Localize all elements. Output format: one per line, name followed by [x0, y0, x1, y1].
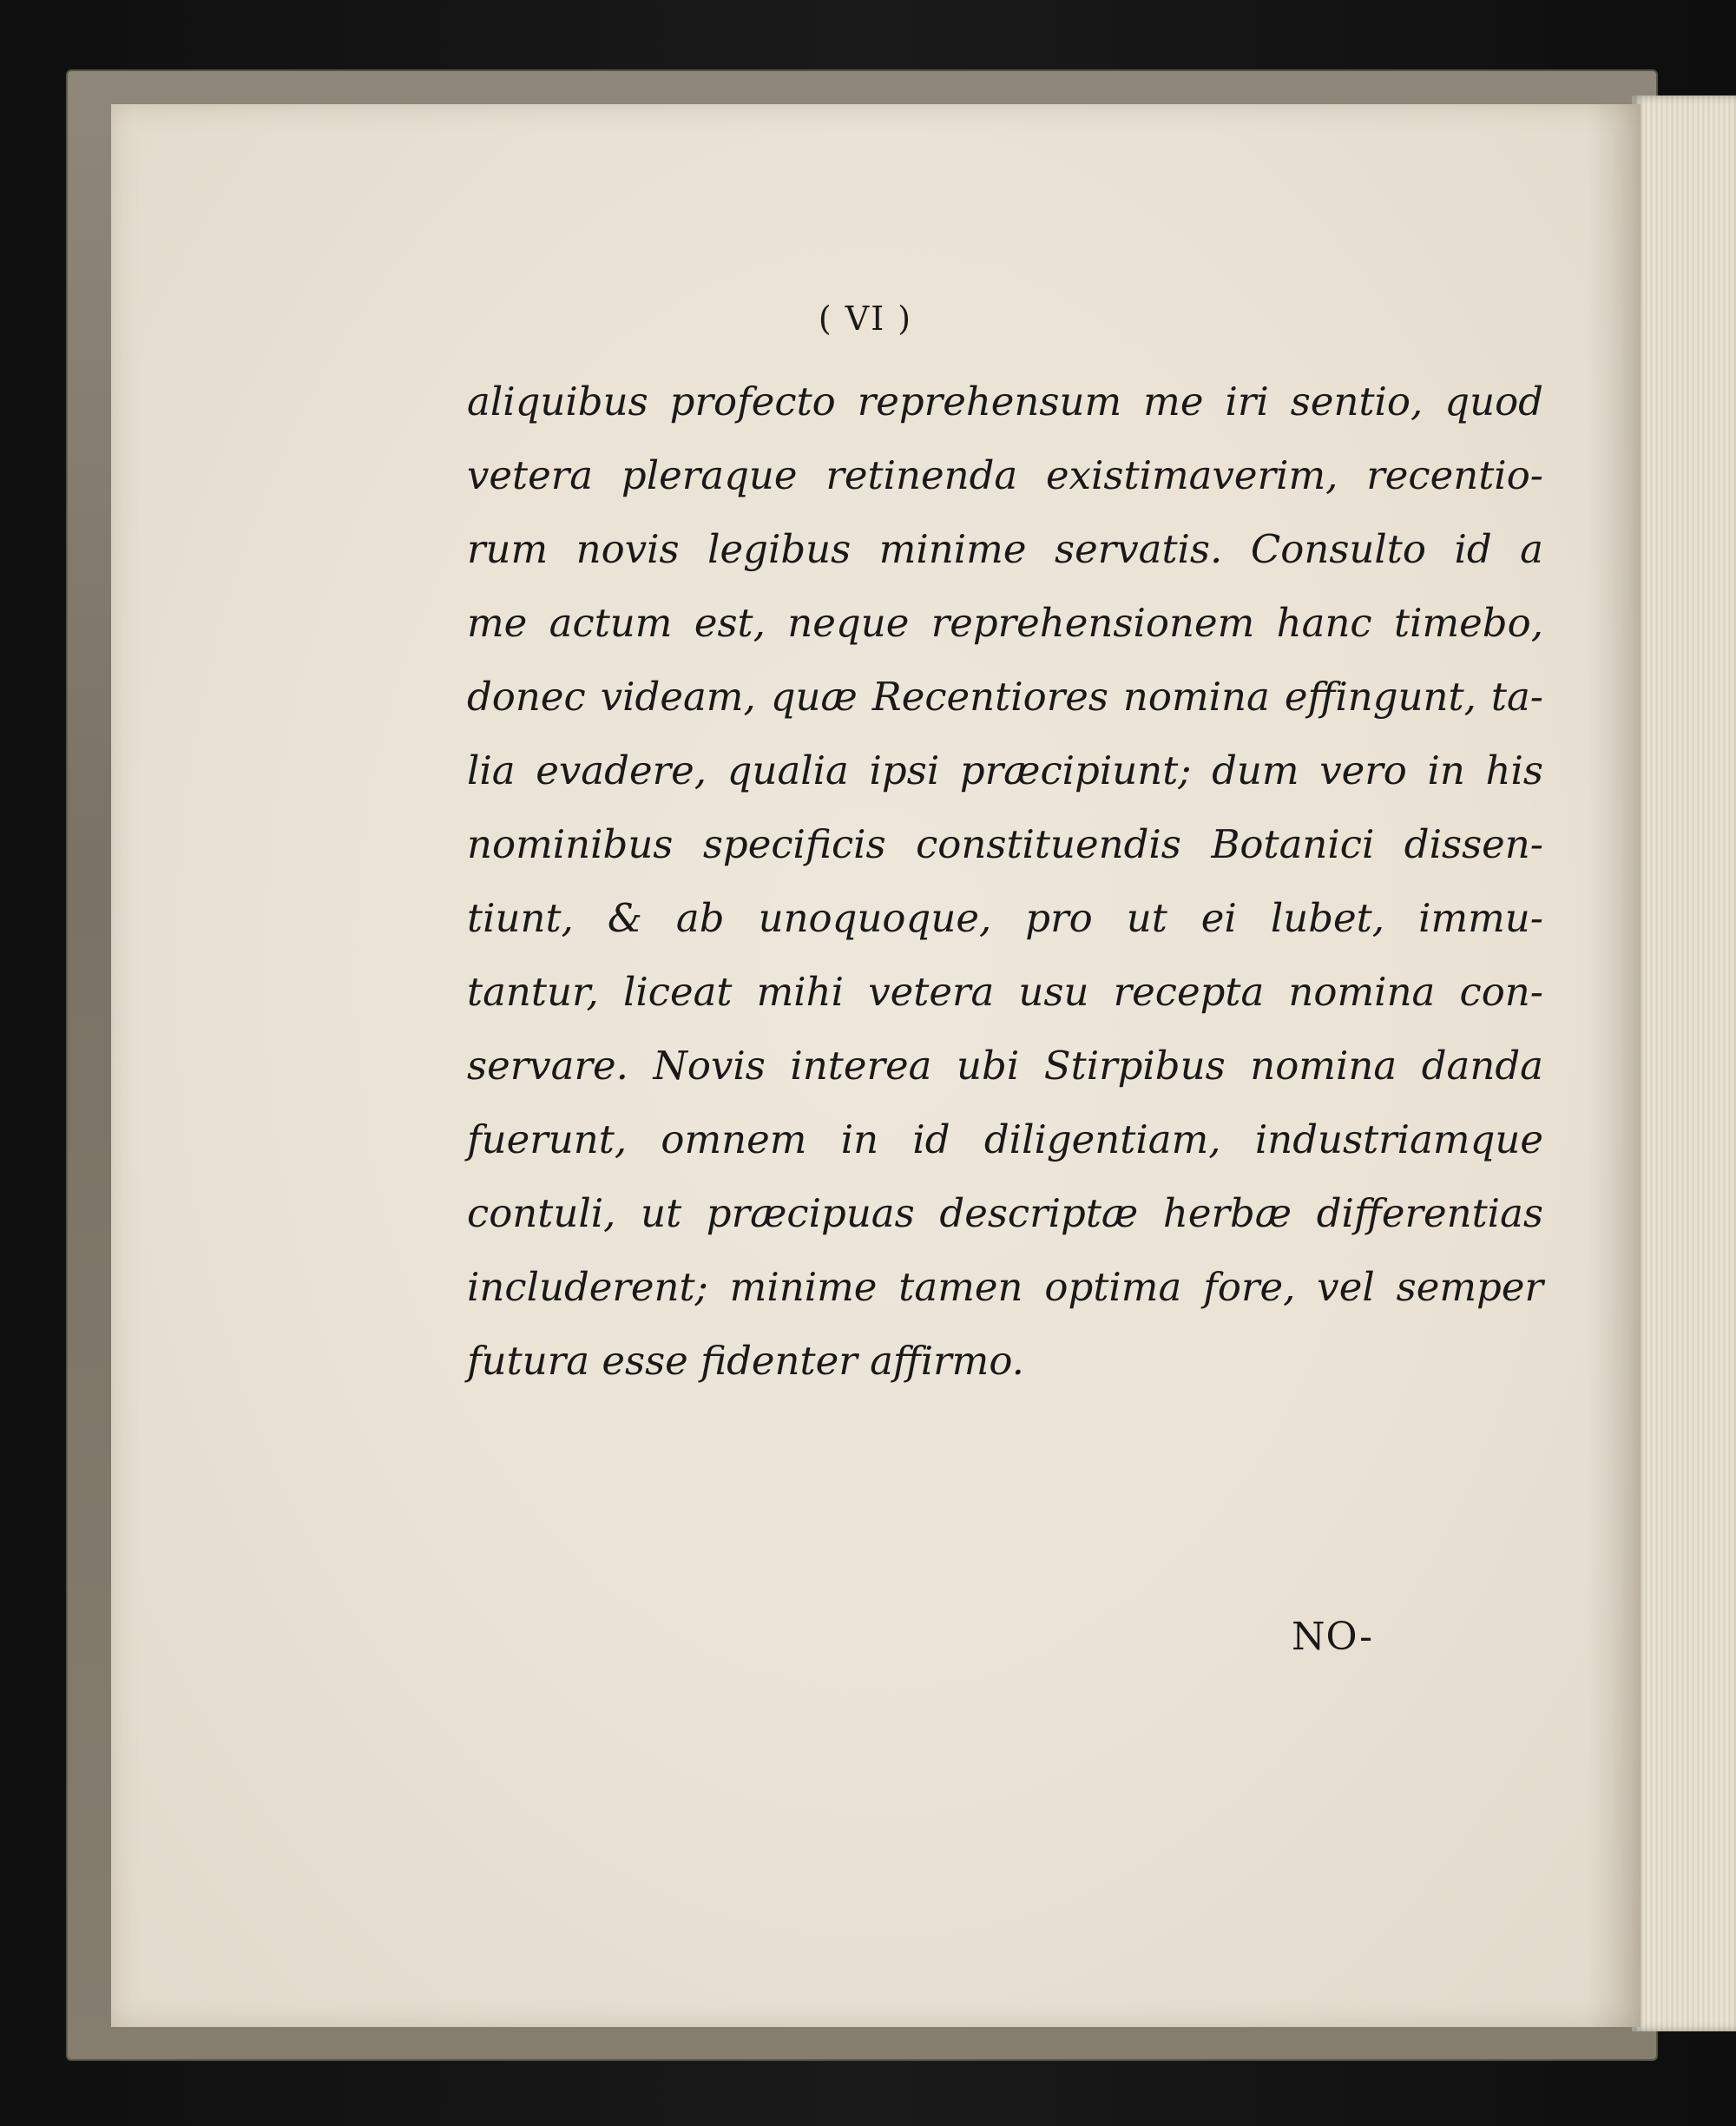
text-line: me actum est, neque reprehensionem hanc timebo, — [467, 600, 1543, 646]
text-line: nominibus specificis constituendis Botanici dissen- — [467, 821, 1543, 867]
page-number: ( VI ) — [818, 299, 913, 338]
text-line: fuerunt, omnem in id diligentiam, industriamque — [467, 1116, 1543, 1162]
text-line: tiunt, & ab unoquoque, pro ut ei lubet, immu- — [467, 895, 1543, 941]
text-line: lia evadere, qualia ipsi præcipiunt; dum vero in his — [467, 747, 1543, 793]
text-line: contuli, ut præcipuas descriptæ herbæ differentias — [467, 1190, 1543, 1236]
text-line: includerent; minime tamen optima fore, vel semper — [467, 1264, 1543, 1310]
text-line: servare. Novis interea ubi Stirpibus nomina danda — [467, 1043, 1543, 1089]
catchword: NO- — [1292, 1615, 1374, 1659]
text-line: vetera pleraque retinenda existimaverim, recentio- — [467, 452, 1543, 498]
gutter-shadow — [1588, 104, 1641, 2027]
text-line: tantur, liceat mihi vetera usu recepta nomina con- — [467, 969, 1543, 1015]
text-line: futura esse fidenter affirmo. — [467, 1338, 1024, 1384]
text-line: aliquibus profecto reprehensum me iri sentio, quod — [467, 378, 1543, 425]
body-text — [467, 365, 1543, 1398]
text-line: donec videam, quæ Recentiores nomina effingunt, ta- — [467, 674, 1543, 720]
page-edges — [1632, 95, 1736, 2031]
book-page — [111, 104, 1641, 2027]
text-line: rum novis legibus minime servatis. Consulto id a — [467, 526, 1543, 572]
